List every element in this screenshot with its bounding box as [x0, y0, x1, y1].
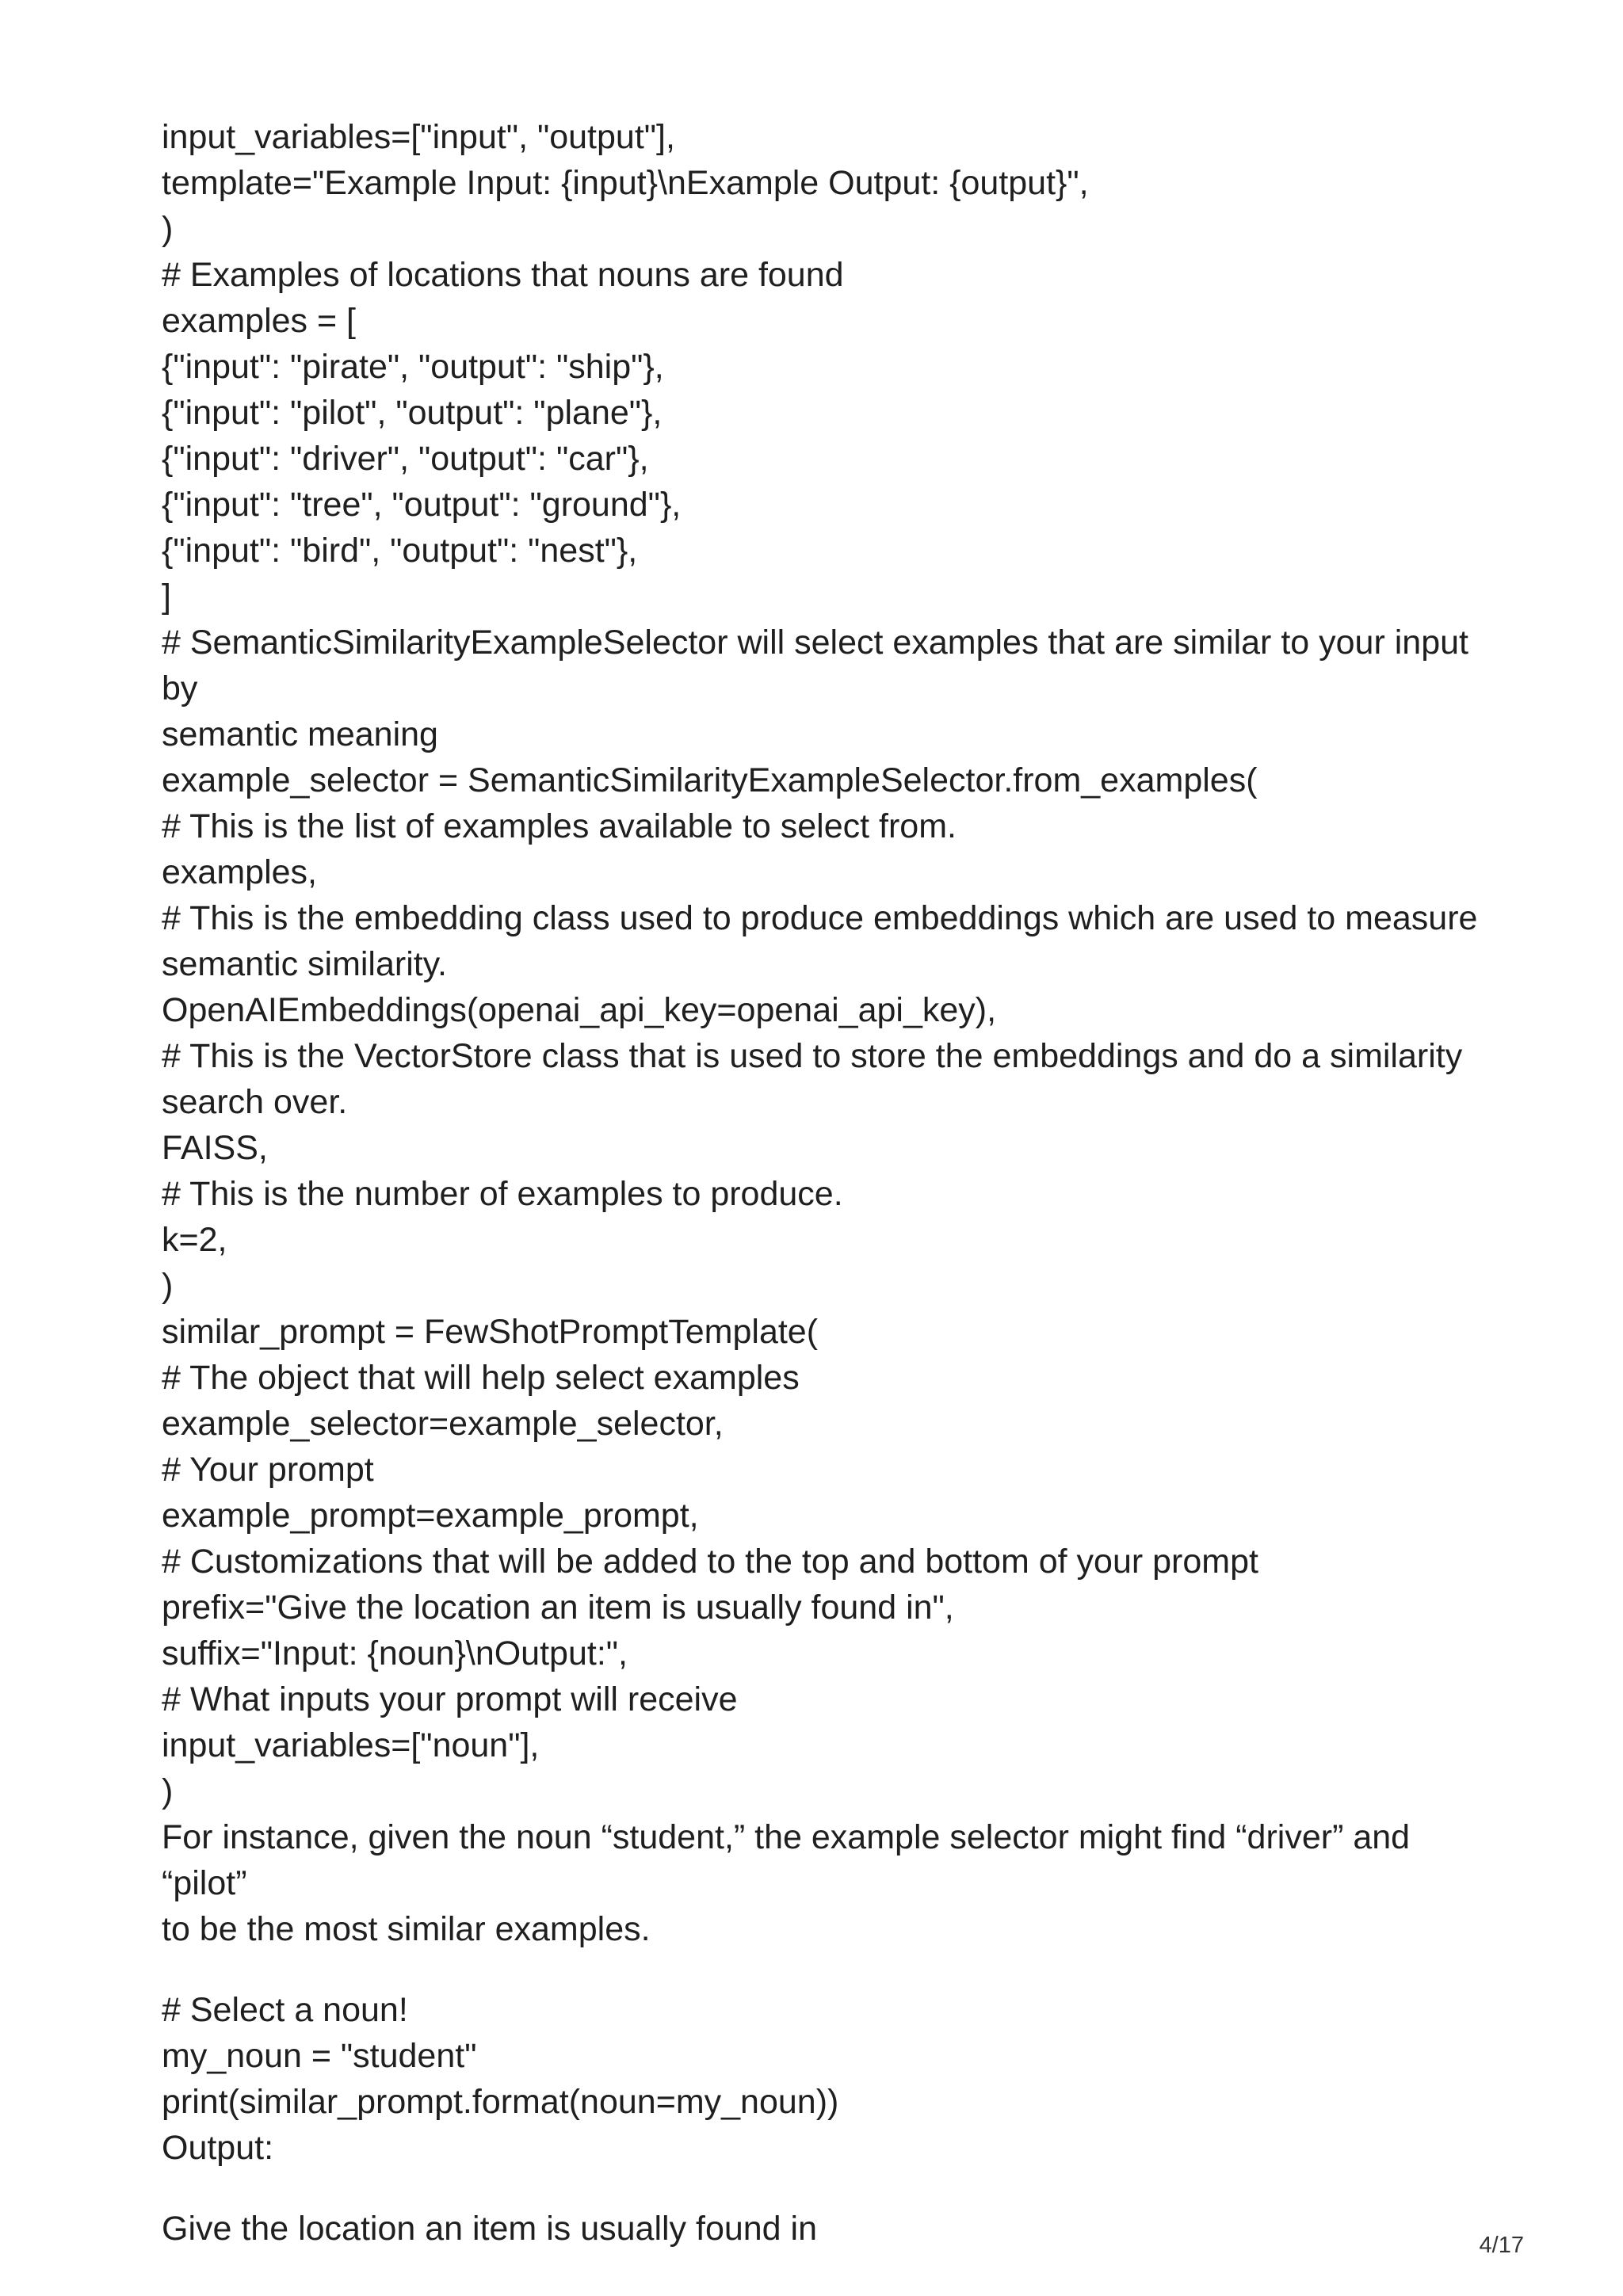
text-line: {"input": "pilot", "output": "plane"},: [162, 394, 663, 432]
text-line: # Your prompt: [162, 1451, 374, 1489]
text-line: example_selector=example_selector,: [162, 1405, 724, 1443]
text-line: input_variables=["noun"],: [162, 1726, 540, 1764]
text-line: For instance, given the noun “student,” the example selector might find “driver” and “pilot”: [162, 1818, 1420, 1902]
text-line: semantic meaning: [162, 715, 438, 753]
paragraph-gap: [162, 1952, 1493, 1987]
text-line: # This is the number of examples to produce.: [162, 1175, 843, 1213]
text-line: {"input": "tree", "output": "ground"},: [162, 486, 682, 524]
text-line: # SemanticSimilarityExampleSelector will select examples that are similar to your input by: [162, 624, 1478, 707]
text-line: to be the most similar examples.: [162, 1910, 651, 1948]
text-line: ]: [162, 578, 171, 616]
text-line: example_selector = SemanticSimilarityExampleSelector.from_examples(: [162, 761, 1258, 799]
text-line: # The object that will help select examples: [162, 1359, 800, 1397]
paragraph-gap: [162, 2171, 1493, 2206]
text-line: search over.: [162, 1083, 348, 1121]
text-line: {"input": "pirate", "output": "ship"},: [162, 348, 664, 386]
text-line: {"input": "driver", "output": "car"},: [162, 440, 649, 478]
text-line: similar_prompt = FewShotPromptTemplate(: [162, 1313, 819, 1351]
page-number: 4/17: [1479, 2233, 1524, 2258]
text-line: examples = [: [162, 302, 356, 340]
document-body: [162, 114, 1493, 2252]
text-line: # This is the embedding class used to produce embeddings which are used to measure: [162, 899, 1478, 937]
text-line: Give the location an item is usually found in: [162, 2210, 818, 2248]
text-line: my_noun = "student": [162, 2037, 477, 2075]
text-line: print(similar_prompt.format(noun=my_noun)): [162, 2083, 839, 2121]
text-line: # What inputs your prompt will receive: [162, 1680, 738, 1718]
text-line: ): [162, 1267, 174, 1305]
text-line: ): [162, 210, 174, 248]
text-line: k=2,: [162, 1221, 227, 1259]
text-line: # This is the list of examples available to select from.: [162, 807, 957, 845]
text-line: suffix="Input: {noun}\nOutput:",: [162, 1634, 628, 1672]
text-line: # Select a noun!: [162, 1991, 408, 2029]
text-line: FAISS,: [162, 1129, 268, 1167]
text-line: ): [162, 1772, 174, 1810]
text-line: prefix="Give the location an item is usually found in",: [162, 1589, 954, 1627]
text-line: template="Example Input: {input}\nExample Output: {output}",: [162, 164, 1089, 202]
text-line: # This is the VectorStore class that is used to store the embeddings and do a similarity: [162, 1037, 1463, 1075]
text-line: # Customizations that will be added to the top and bottom of your prompt: [162, 1543, 1258, 1581]
text-block: [162, 1987, 1493, 2171]
text-line: Output:: [162, 2129, 274, 2167]
text-line: OpenAIEmbeddings(openai_api_key=openai_api_key),: [162, 991, 997, 1029]
text-line: example_prompt=example_prompt,: [162, 1497, 699, 1535]
text-line: examples,: [162, 853, 317, 891]
text-block: [162, 114, 1493, 1952]
text-line: semantic similarity.: [162, 945, 447, 983]
text-line: {"input": "bird", "output": "nest"},: [162, 532, 638, 570]
text-line: # Examples of locations that nouns are found: [162, 256, 844, 294]
text-line: input_variables=["input", "output"],: [162, 118, 675, 156]
text-block: [162, 2206, 1493, 2252]
